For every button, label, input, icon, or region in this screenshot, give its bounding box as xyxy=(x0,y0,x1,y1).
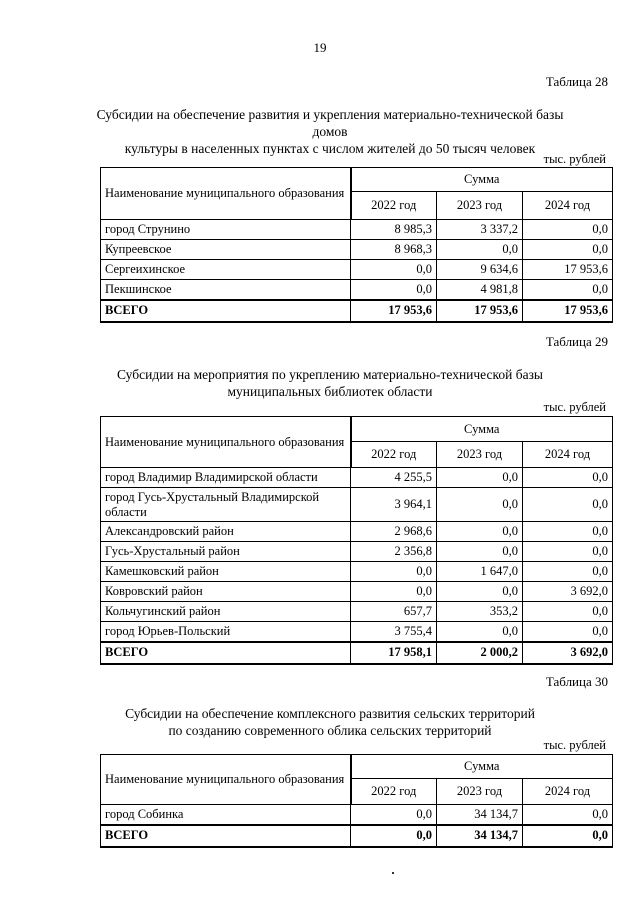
row-name: Камешковский район xyxy=(101,562,351,582)
header-year: 2024 год xyxy=(523,442,613,468)
row-name: Сергеихинское xyxy=(101,260,351,280)
row-name: Купреевское xyxy=(101,240,351,260)
row-value: 0,0 xyxy=(437,488,523,522)
table-29 xyxy=(100,416,613,665)
total-value: 17 953,6 xyxy=(523,300,613,322)
row-value: 2 356,8 xyxy=(351,542,437,562)
header-year: 2023 год xyxy=(437,779,523,805)
row-value: 0,0 xyxy=(437,582,523,602)
row-value: 0,0 xyxy=(523,602,613,622)
table-29-title-line2: муниципальных библиотек области xyxy=(227,384,433,399)
table-row xyxy=(101,805,613,825)
table-28-label: Таблица 28 xyxy=(545,74,608,89)
row-value: 0,0 xyxy=(523,240,613,260)
header-year: 2022 год xyxy=(351,779,437,805)
row-value: 0,0 xyxy=(523,488,613,522)
row-value: 0,0 xyxy=(351,582,437,602)
table-30 xyxy=(100,754,613,848)
total-label: ВСЕГО xyxy=(101,642,351,664)
total-value: 2 000,2 xyxy=(437,642,523,664)
row-value: 8 968,3 xyxy=(351,240,437,260)
total-label: ВСЕГО xyxy=(101,300,351,322)
row-value: 3 755,4 xyxy=(351,622,437,642)
table-row xyxy=(101,622,613,642)
row-value: 0,0 xyxy=(437,622,523,642)
stray-mark xyxy=(392,872,394,874)
row-value: 17 953,6 xyxy=(523,260,613,280)
row-name: Пекшинское xyxy=(101,280,351,300)
row-value: 0,0 xyxy=(351,805,437,825)
total-value: 17 953,6 xyxy=(351,300,437,322)
page-number: 19 xyxy=(313,40,327,55)
row-value: 3 337,2 xyxy=(437,220,523,240)
row-value: 0,0 xyxy=(523,805,613,825)
row-value: 4 255,5 xyxy=(351,468,437,488)
row-name: город Гусь-Хрустальный Владимирской области xyxy=(101,488,351,522)
table-row xyxy=(101,260,613,280)
table-29-unit: тыс. рублей xyxy=(543,400,606,414)
header-name: Наименование муниципального образования xyxy=(101,755,351,805)
table-row xyxy=(101,488,613,522)
header-year: 2024 год xyxy=(523,779,613,805)
row-name: город Владимир Владимирской области xyxy=(101,468,351,488)
header-year: 2022 год xyxy=(351,442,437,468)
table-row xyxy=(101,280,613,300)
table-29-title xyxy=(90,366,570,400)
table-row xyxy=(101,220,613,240)
row-value: 2 968,6 xyxy=(351,522,437,542)
row-value: 0,0 xyxy=(523,622,613,642)
total-value: 3 692,0 xyxy=(523,642,613,664)
total-row xyxy=(101,642,613,664)
table-28-unit: тыс. рублей xyxy=(543,152,606,166)
table-row xyxy=(101,562,613,582)
table-row xyxy=(101,522,613,542)
row-name: Кольчугинский район xyxy=(101,602,351,622)
table-row xyxy=(101,468,613,488)
row-value: 0,0 xyxy=(523,522,613,542)
row-name: город Собинка xyxy=(101,805,351,825)
total-row xyxy=(101,825,613,847)
row-name: Александровский район xyxy=(101,522,351,542)
row-value: 1 647,0 xyxy=(437,562,523,582)
table-29-label: Таблица 29 xyxy=(545,334,608,349)
header-year: 2023 год xyxy=(437,442,523,468)
total-value: 0,0 xyxy=(523,825,613,847)
table-30-title-line2: по созданию современного облика сельских территорий xyxy=(168,723,492,738)
total-value: 0,0 xyxy=(351,825,437,847)
row-name: город Струнино xyxy=(101,220,351,240)
header-sum: Сумма xyxy=(351,755,613,779)
row-value: 353,2 xyxy=(437,602,523,622)
row-value: 0,0 xyxy=(523,468,613,488)
table-30-title xyxy=(90,705,570,739)
header-name: Наименование муниципального образования xyxy=(101,417,351,468)
row-name: город Юрьев-Польский xyxy=(101,622,351,642)
row-value: 3 964,1 xyxy=(351,488,437,522)
row-value: 0,0 xyxy=(437,542,523,562)
row-value: 0,0 xyxy=(351,280,437,300)
header-name: Наименование муниципального образования xyxy=(101,168,351,220)
row-value: 0,0 xyxy=(437,522,523,542)
table-30-title-line1: Субсидии на обеспечение комплексного развития сельских территорий xyxy=(125,706,535,721)
row-value: 34 134,7 xyxy=(437,805,523,825)
header-year: 2024 год xyxy=(523,192,613,220)
total-row xyxy=(101,300,613,322)
table-row xyxy=(101,240,613,260)
row-value: 0,0 xyxy=(437,240,523,260)
total-label: ВСЕГО xyxy=(101,825,351,847)
table-28-title xyxy=(90,106,570,157)
table-30-unit: тыс. рублей xyxy=(543,738,606,752)
row-value: 657,7 xyxy=(351,602,437,622)
table-30-label: Таблица 30 xyxy=(545,674,608,689)
row-value: 8 985,3 xyxy=(351,220,437,240)
header-year: 2023 год xyxy=(437,192,523,220)
header-year: 2022 год xyxy=(351,192,437,220)
row-value: 0,0 xyxy=(351,562,437,582)
table-29-title-line1: Субсидии на мероприятия по укреплению материально-технической базы xyxy=(117,367,543,382)
table-28-title-line1: Субсидии на обеспечение развития и укрепления материально-технической базы домов xyxy=(96,107,564,139)
total-value: 34 134,7 xyxy=(437,825,523,847)
table-28 xyxy=(100,167,613,323)
row-name: Гусь-Хрустальный район xyxy=(101,542,351,562)
row-value: 0,0 xyxy=(523,220,613,240)
row-value: 4 981,8 xyxy=(437,280,523,300)
row-value: 0,0 xyxy=(523,542,613,562)
row-value: 3 692,0 xyxy=(523,582,613,602)
row-value: 0,0 xyxy=(523,280,613,300)
table-row xyxy=(101,542,613,562)
header-sum: Сумма xyxy=(351,417,613,442)
row-name: Ковровский район xyxy=(101,582,351,602)
header-sum: Сумма xyxy=(351,168,613,192)
row-value: 0,0 xyxy=(437,468,523,488)
table-row xyxy=(101,582,613,602)
total-value: 17 958,1 xyxy=(351,642,437,664)
table-row xyxy=(101,602,613,622)
total-value: 17 953,6 xyxy=(437,300,523,322)
table-28-title-line2: культуры в населенных пунктах с числом жителей до 50 тысяч человек xyxy=(124,141,536,156)
row-value: 9 634,6 xyxy=(437,260,523,280)
row-value: 0,0 xyxy=(351,260,437,280)
row-value: 0,0 xyxy=(523,562,613,582)
